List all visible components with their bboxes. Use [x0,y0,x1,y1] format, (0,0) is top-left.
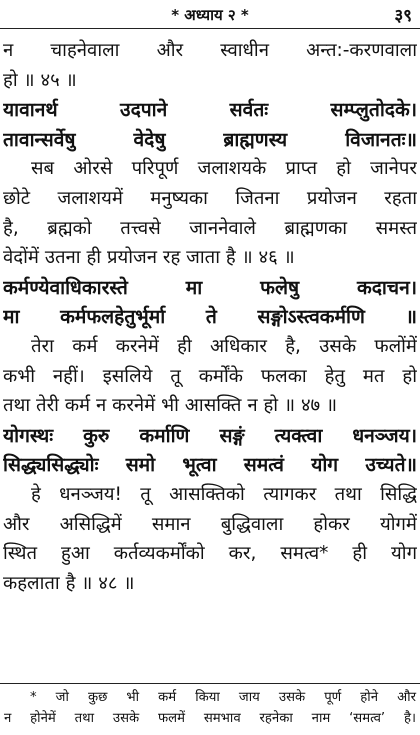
text-line: कभी नहीं। इसलिये तू कर्मोंके फलका हेतु मत हो [3,365,417,387]
page-number: ३९ [394,6,412,26]
text-line: न चाहनेवाला और स्वाधीन अन्त:-करणवाला [3,40,417,61]
verse-line: कर्मण्येवाधिकारस्ते मा फलेषु कदाचन। [3,275,417,299]
text-line: स्थित हुआ कर्तव्यकर्मोंको कर, समत्व* ही योग [3,543,417,565]
prose-paragraph-46 [3,154,417,272]
page-body [3,36,417,598]
sanskrit-verse-48 [3,421,417,480]
text-line: है, ब्रह्मको तत्त्वसे जाननेवाले ब्राह्मणका समस्त [3,217,417,239]
page-header [0,0,420,29]
text-line: तथा तेरी कर्म न करनेमें भी आसक्ति न हो ॥ ४७ ॥ [3,395,338,417]
sanskrit-verse-46 [3,95,417,154]
text-line: सब ओरसे परिपूर्ण जलाशयके प्राप्त हो जानेपर [31,158,417,180]
text-line: तेरा कर्म करनेमें ही अधिकार है, उसके फलोंमें [31,335,417,357]
text-line: कहलाता है ॥ ४८ ॥ [3,572,135,594]
text-line: वेदोंमें उतना ही प्रयोजन रह जाता है ॥ ४६ ॥ [3,247,295,269]
prose-paragraph-48 [3,480,417,598]
verse-line: मा कर्मफलहेतुर्भूर्मा ते सङ्गोऽस्त्वकर्मणि ॥ [3,305,417,329]
footnote-line: * जो कुछ भी कर्म किया जाय उसके पूर्ण होने और [30,690,416,705]
chapter-title: * अध्याय २ * [171,6,249,24]
footnote [0,683,420,729]
sanskrit-verse-47 [3,273,417,332]
text-line: हे धनञ्जय! तू आसक्तिको त्यागकर तथा सिद्धि [31,483,417,505]
prose-paragraph-47 [3,332,417,421]
verse-line: योगस्थः कुरु कर्माणि सङ्गं त्यक्त्वा धनञ्जय। [3,423,417,447]
prose-paragraph-45 [3,36,417,95]
verse-line: तावान्सर्वेषु वेदेषु ब्राह्मणस्य विजानतः॥ [3,127,417,151]
verse-line: सिद्ध्यसिद्ध्योः समो भूत्वा समत्वं योग उच्यते॥ [3,453,417,477]
verse-line: यावानर्थ उदपाने सर्वतः सम्प्लुतोदके। [3,98,417,122]
text-line: और असिद्धिमें समान बुद्धिवाला होकर योगमें [3,513,417,535]
text-line: छोटे जलाशयमें मनुष्यका जितना प्रयोजन रहता [3,187,417,209]
text-line: हो ॥ ४५ ॥ [3,69,77,91]
footnote-line: न होनेमें तथा उसके फलमें समभाव रहनेका नाम ‘समत्व’ है। [4,711,416,726]
